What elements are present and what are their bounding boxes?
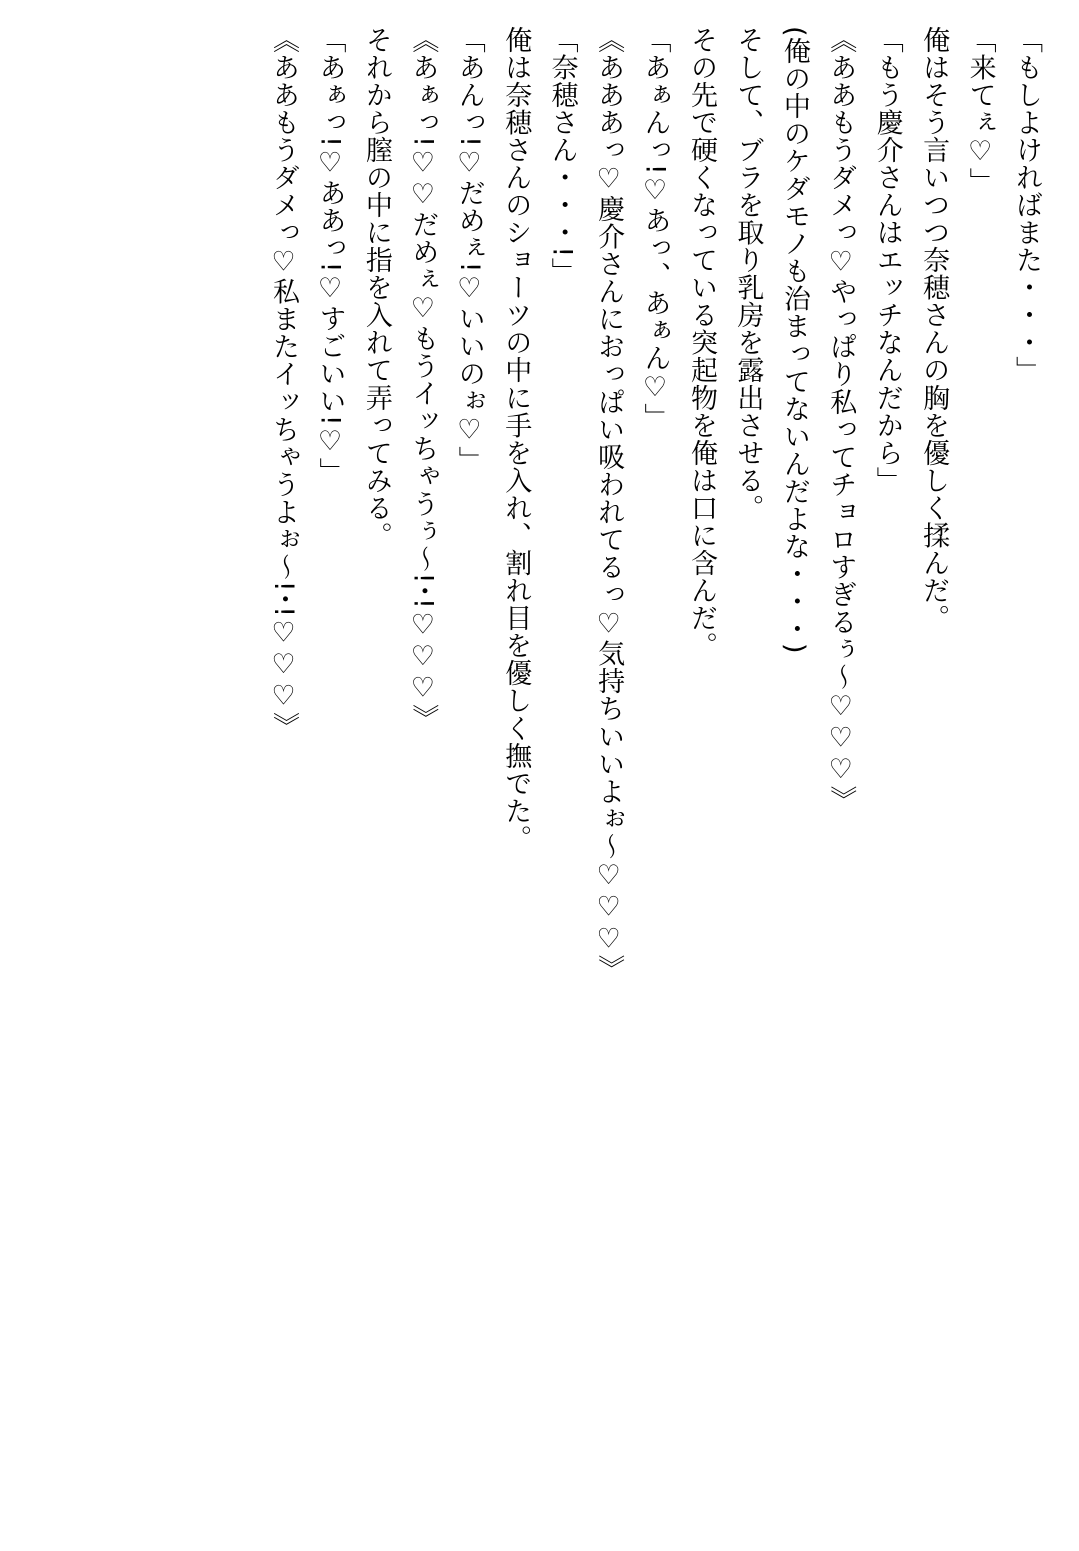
text-line: その先で硬くなっている突起物を俺は口に含んだ。 (685, 26, 717, 660)
text-line: 「もしよければまた・・・」 (1011, 26, 1042, 385)
text-line: そして、ブラを取り乳房を露出させる。 (732, 26, 764, 522)
text-line: 「あぁんっ!♡あっ、あぁん♡」 (639, 26, 671, 431)
text-line: 「もう慶介さんはエッチなんだから」 (871, 26, 903, 495)
text-line: 《あぁっ!♡♡だめぇ♡もうイッちゃうぅ～!･!♡♡♡》 (407, 26, 439, 732)
text-line: 俺は奈穂さんのショーツの中に手を入れ、割れ目を優しく撫でた。 (500, 26, 532, 853)
text-line: 「来てぇ♡」 (964, 26, 996, 196)
text-line: 「あんっ!♡だめぇ!♡いいのぉ♡」 (453, 26, 485, 474)
text-line: 《ああもうダメっ♡やっぱり私ってチョロすぎるぅ～♡♡♡》 (825, 26, 857, 814)
text-line: 「あぁっ!♡ああっ!♡すごいい!♡」 (314, 26, 346, 486)
text-line: 《ああもうダメっ♡私またイッちゃうよぉ～!･!♡♡♡》 (268, 26, 299, 740)
text-line: それから膣の中に指を入れて弄ってみる。 (360, 26, 392, 550)
text-line: 《あああっ♡慶介さんにおっぱい吸われてるっ♡気持ちいいよぉ～♡♡♡》 (593, 26, 625, 983)
text-line: 「奈穂さん・・・!」 (546, 26, 578, 286)
text-line: 俺はそう言いつつ奈穂さんの胸を優しく揉んだ。 (918, 26, 950, 632)
vertical-text-body (30, 26, 1049, 1026)
text-line: (俺の中のケダモノも治まってないんだよな・・・) (778, 26, 810, 655)
